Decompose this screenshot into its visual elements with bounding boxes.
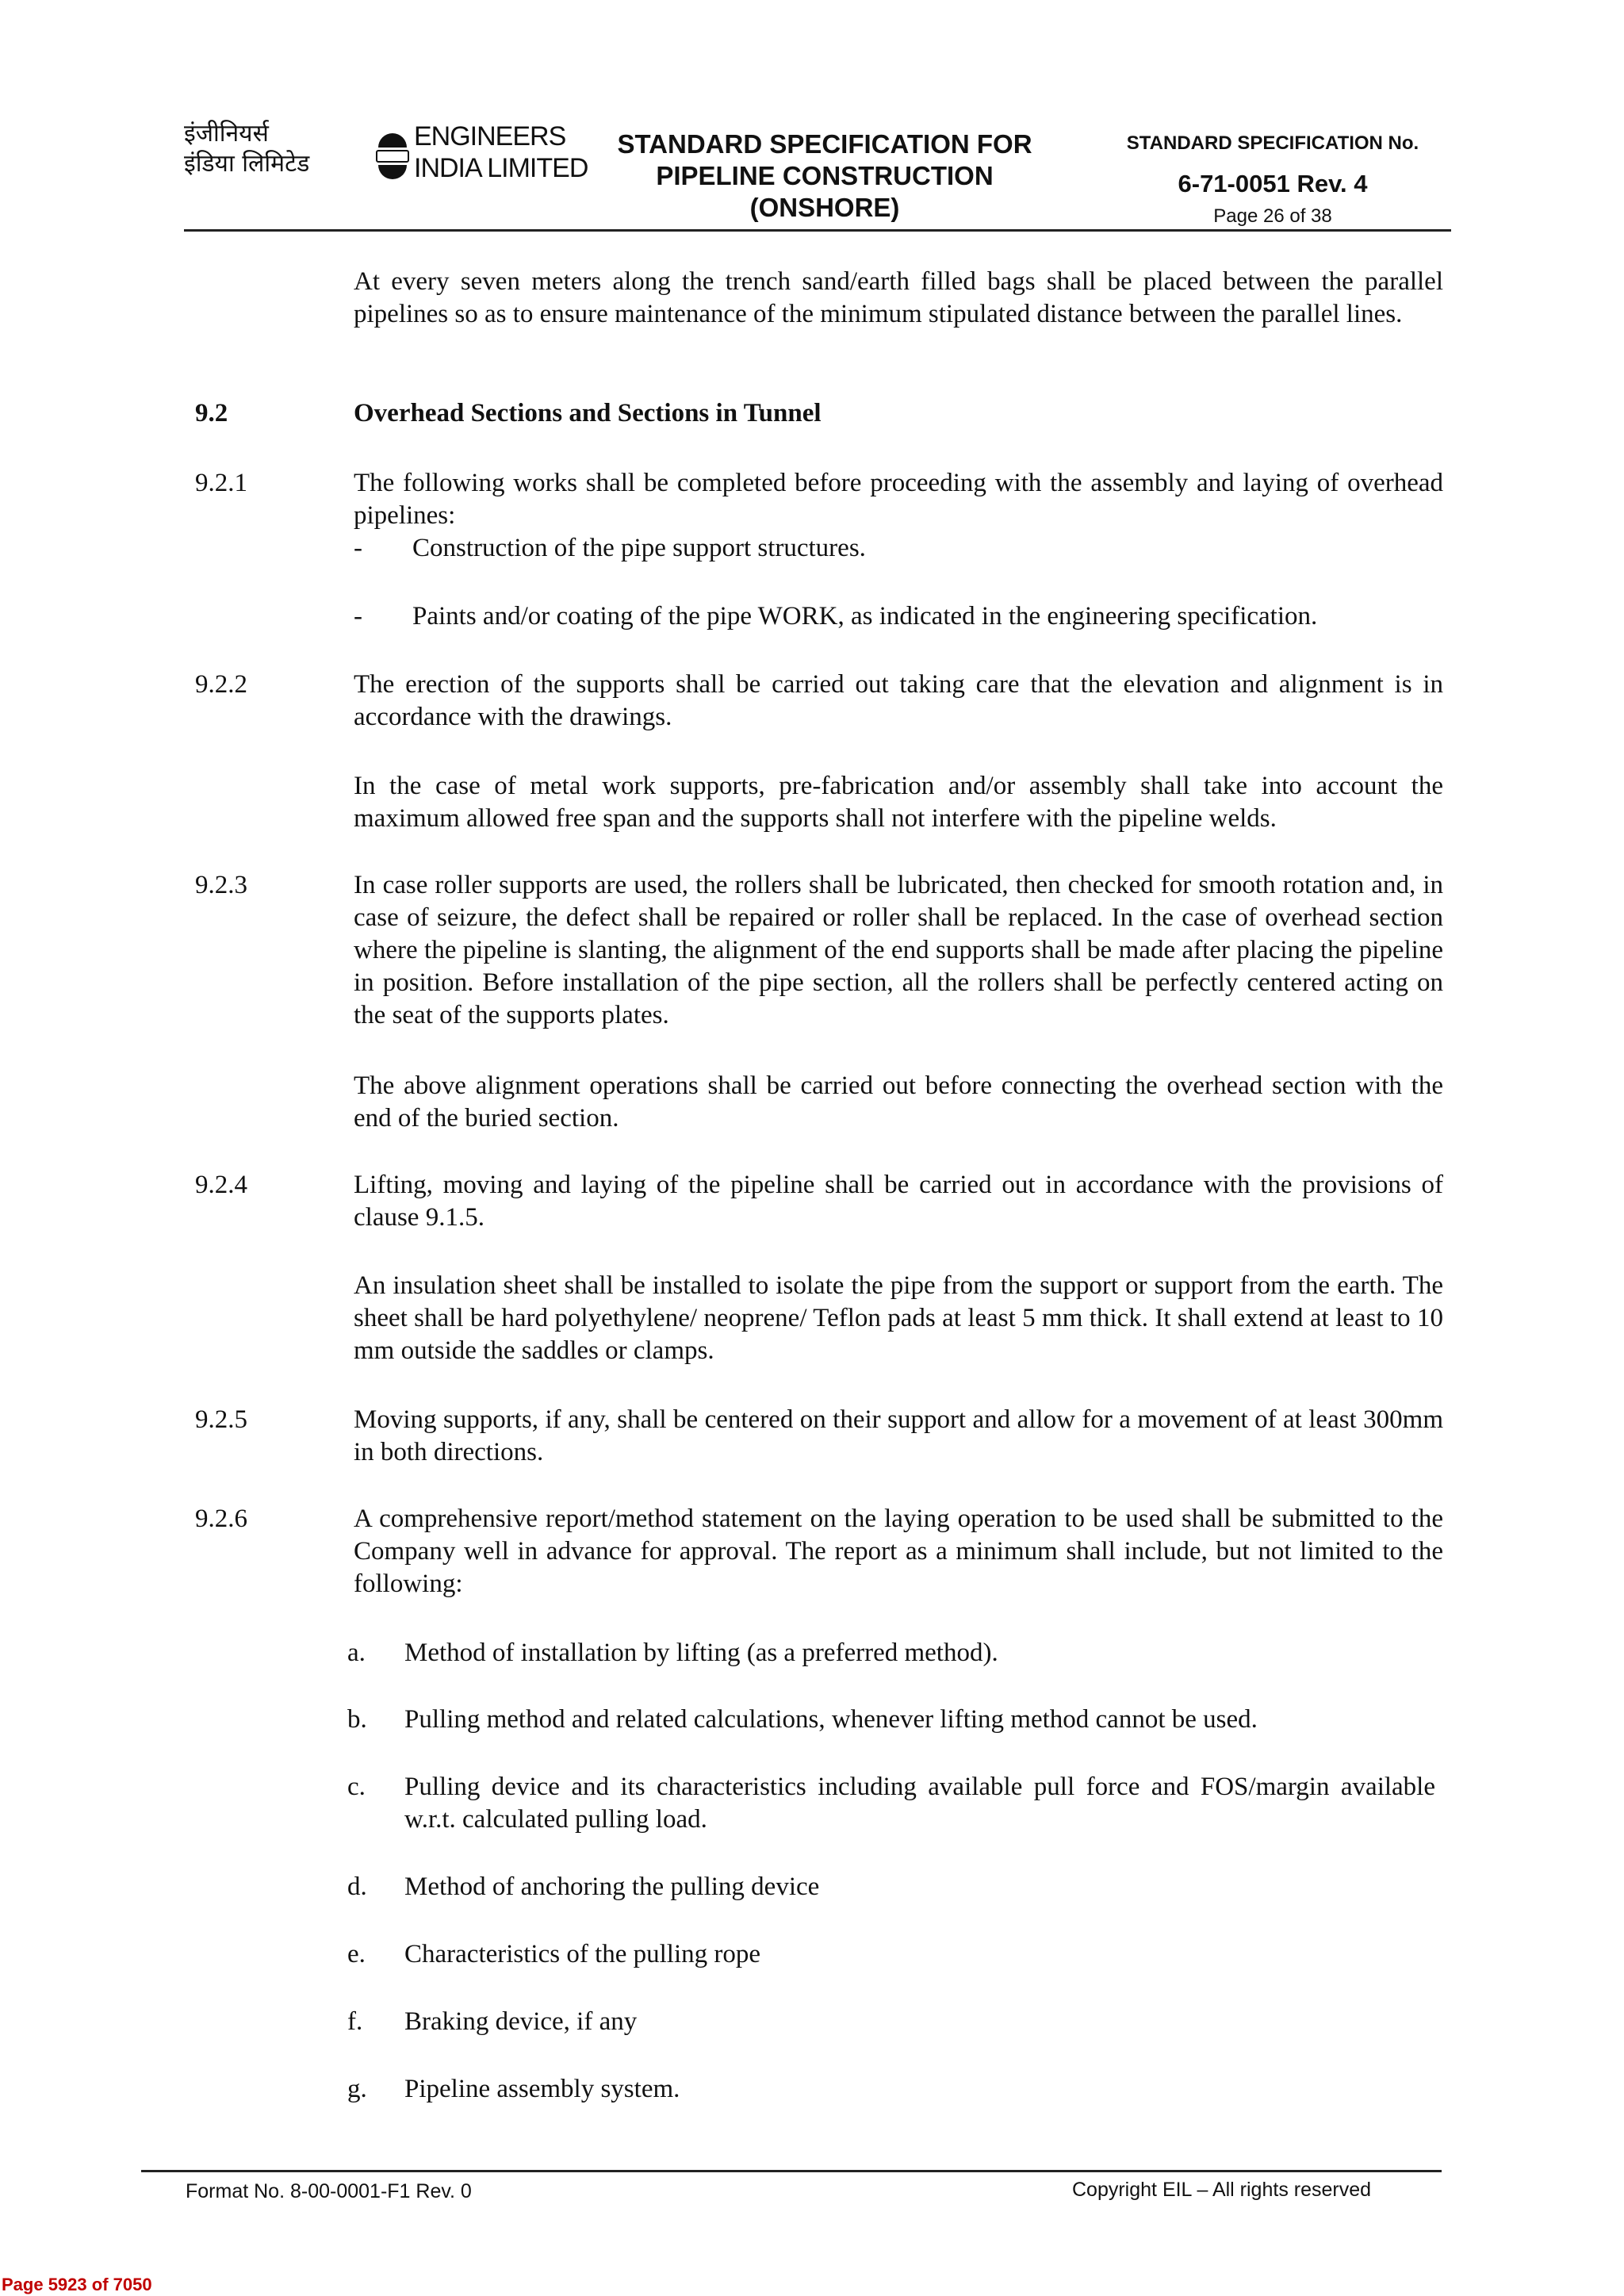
- section-9-2-4-number: 9.2.4: [195, 1171, 247, 1199]
- format-number: Format No. 8-00-0001-F1 Rev. 0: [186, 2180, 472, 2202]
- document-title: [603, 128, 1047, 224]
- list-item: Braking device, if any: [404, 2007, 638, 2036]
- logo-english-text: [414, 121, 588, 184]
- section-9-2-1-item-1: Construction of the pipe support structures.: [412, 534, 866, 562]
- footer-divider: [141, 2170, 1442, 2172]
- section-9-2-6-text: A comprehensive report/method statement on the laying operation to be used shall be submitted to the Company well in advance for approval. The report as a minimum shall include, but not limited to the following:: [354, 1504, 1443, 1598]
- list-item: Characteristics of the pulling rope: [404, 1940, 761, 1968]
- logo-hindi-text: [184, 119, 309, 179]
- pdf-page-counter: Page 5923 of 7050: [2, 2275, 152, 2294]
- title-line-2: PIPELINE CONSTRUCTION: [656, 161, 994, 190]
- logo-hindi-line1: इंजीनियर्स: [184, 120, 269, 148]
- section-9-2-3-text: In case roller supports are used, the rollers shall be lubricated, then checked for smooth rotation and, in case of seizure, the defect shall be repaired or roller shall be replaced. In the case of overhead section where the pipeline is slanting, the alignment of the end supports shall be made after placing the pipeline in position. Before installation of the pipe section, all the rollers shall be perfectly centered acting on the seat of the supports plates.: [354, 871, 1443, 1029]
- section-9-2-5-number: 9.2.5: [195, 1405, 247, 1434]
- list-marker: d.: [347, 1872, 367, 1901]
- list-item: Pipeline assembly system.: [404, 2075, 680, 2103]
- title-line-1: STANDARD SPECIFICATION FOR: [617, 129, 1032, 159]
- spec-number: 6-71-0051 Rev. 4: [1178, 170, 1368, 197]
- section-9-2-2-text: The erection of the supports shall be carried out taking care that the elevation and alignment is in accordance with the drawings.: [354, 670, 1443, 731]
- list-item: Method of installation by lifting (as a preferred method).: [404, 1639, 998, 1667]
- spec-info: [1094, 130, 1451, 228]
- logo-hindi-line2: इंडिया लिमिटेड: [184, 150, 310, 178]
- section-9-2-1-item-2: Paints and/or coating of the pipe WORK, as indicated in the engineering specification.: [412, 602, 1318, 631]
- list-item: Method of anchoring the pulling device: [404, 1872, 820, 1901]
- section-9-2-3-text-2: The above alignment operations shall be carried out before connecting the overhead section with the end of the buried section.: [354, 1071, 1443, 1133]
- header-divider: [184, 229, 1451, 232]
- section-9-2-2-number: 9.2.2: [195, 670, 247, 699]
- list-marker: c.: [347, 1773, 366, 1801]
- list-marker: f.: [347, 2007, 363, 2036]
- section-9-2-number: 9.2: [195, 399, 228, 427]
- list-marker: e.: [347, 1940, 366, 1968]
- intro-paragraph: At every seven meters along the trench sand/earth filled bags shall be placed between the parallel pipelines so as to ensure maintenance of the minimum stipulated distance between the parallel lines.: [354, 267, 1443, 328]
- page-info: Page 26 of 38: [1213, 205, 1332, 227]
- list-marker: b.: [347, 1705, 367, 1734]
- list-marker: g.: [347, 2075, 367, 2103]
- copyright-notice: Copyright EIL – All rights reserved: [1072, 2179, 1372, 2201]
- title-line-3: (ONSHORE): [749, 193, 900, 222]
- logo-english-line2: INDIA LIMITED: [414, 153, 588, 183]
- section-9-2-5-text: Moving supports, if any, shall be centered on their support and allow for a movement of at least 300mm in both directions.: [354, 1405, 1443, 1466]
- section-9-2-3-number: 9.2.3: [195, 871, 247, 899]
- dash-bullet: -: [354, 602, 362, 631]
- section-9-2-1-text: The following works shall be completed before proceeding with the assembly and laying of overhead pipelines:: [354, 469, 1443, 530]
- logo-english-line1: ENGINEERS: [414, 121, 566, 151]
- eil-emblem-icon: [374, 124, 411, 179]
- section-9-2-1-number: 9.2.1: [195, 469, 247, 497]
- section-9-2-6-number: 9.2.6: [195, 1504, 247, 1533]
- section-9-2-4-text-2: An insulation sheet shall be installed to isolate the pipe from the support or support from the earth. The sheet shall be hard polyethylene/ neoprene/ Teflon pads at least 5 mm thick. It shall extend at least to 10 mm outside the saddles or clamps.: [354, 1271, 1443, 1365]
- list-marker: a.: [347, 1639, 366, 1667]
- section-9-2-4-text: Lifting, moving and laying of the pipeline shall be carried out in accordance with the provisions of clause 9.1.5.: [354, 1171, 1443, 1232]
- list-item: Pulling method and related calculations, whenever lifting method cannot be used.: [404, 1705, 1258, 1734]
- section-9-2-2-text-2: In the case of metal work supports, pre-fabrication and/or assembly shall take into account the maximum allowed free span and the supports shall not interfere with the pipeline welds.: [354, 772, 1443, 833]
- spec-label: STANDARD SPECIFICATION No.: [1126, 132, 1419, 154]
- section-9-2-title: Overhead Sections and Sections in Tunnel: [354, 399, 822, 427]
- dash-bullet: -: [354, 534, 362, 562]
- company-logo: [184, 119, 588, 222]
- list-item: Pulling device and its characteristics including available pull force and FOS/margin available w.r.t. calculated pulling load.: [404, 1773, 1435, 1834]
